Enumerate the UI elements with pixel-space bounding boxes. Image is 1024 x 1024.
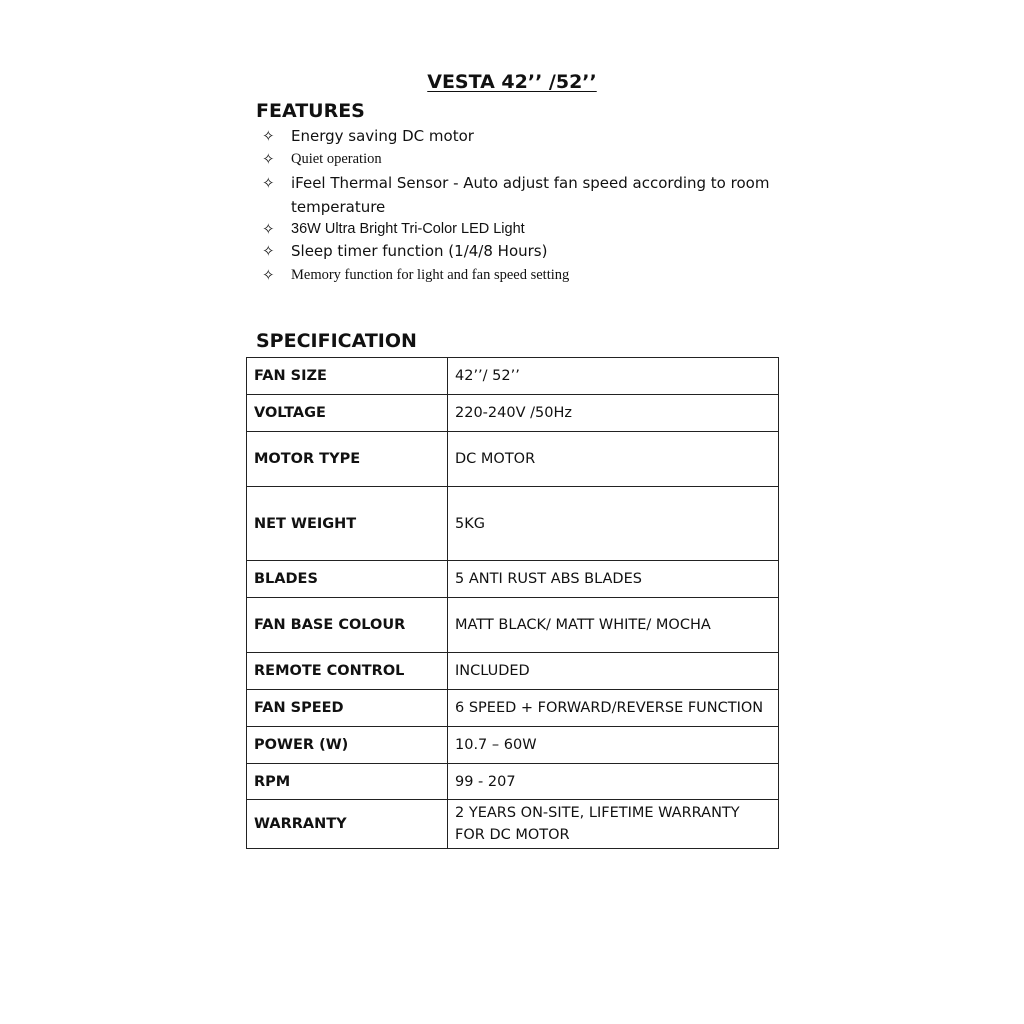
four-point-star-icon: ✧ <box>262 150 275 168</box>
spec-value: DC MOTOR <box>448 432 779 487</box>
specification-table <box>246 357 779 849</box>
spec-value: 220-240V /50Hz <box>448 395 779 432</box>
specification-heading: SPECIFICATION <box>256 330 417 352</box>
spec-value: 6 SPEED + FORWARD/REVERSE FUNCTION <box>448 690 779 727</box>
feature-item <box>262 148 782 171</box>
feature-item <box>262 219 782 240</box>
spec-row-rpm <box>247 764 779 800</box>
spec-row-net-weight <box>247 487 779 561</box>
feature-text: iFeel Thermal Sensor - Auto adjust fan speed according to room temperature <box>291 174 770 216</box>
spec-label: NET WEIGHT <box>247 487 448 561</box>
spec-label: BLADES <box>247 561 448 598</box>
spec-label: REMOTE CONTROL <box>247 653 448 690</box>
spec-row-fan-size <box>247 358 779 395</box>
features-heading: FEATURES <box>256 100 365 122</box>
spec-value: 5 ANTI RUST ABS BLADES <box>448 561 779 598</box>
spec-label: FAN SIZE <box>247 358 448 395</box>
four-point-star-icon: ✧ <box>262 266 275 284</box>
spec-row-blades <box>247 561 779 598</box>
spec-row-fan-base-colour <box>247 598 779 653</box>
feature-item <box>262 240 782 262</box>
spec-label: FAN BASE COLOUR <box>247 598 448 653</box>
four-point-star-icon: ✧ <box>262 174 275 192</box>
four-point-star-icon: ✧ <box>262 127 275 145</box>
feature-text: 36W Ultra Bright Tri-Color LED Light <box>291 221 525 237</box>
spec-value: MATT BLACK/ MATT WHITE/ MOCHA <box>448 598 779 653</box>
spec-value: 42’’/ 52’’ <box>448 358 779 395</box>
spec-row-motor-type <box>247 432 779 487</box>
feature-item <box>262 124 782 148</box>
spec-row-voltage <box>247 395 779 432</box>
spec-value: 5KG <box>448 487 779 561</box>
four-point-star-icon: ✧ <box>262 220 275 238</box>
spec-label: MOTOR TYPE <box>247 432 448 487</box>
feature-text: Quiet operation <box>291 151 382 167</box>
feature-text: Energy saving DC motor <box>291 127 474 145</box>
spec-label: VOLTAGE <box>247 395 448 432</box>
spec-label: FAN SPEED <box>247 690 448 727</box>
feature-item <box>262 262 782 288</box>
page-title: VESTA 42’’ /52’’ <box>427 71 597 93</box>
spec-label: WARRANTY <box>247 800 448 849</box>
spec-value: 99 - 207 <box>448 764 779 800</box>
spec-value: 2 YEARS ON-SITE, LIFETIME WARRANTY FOR DC MOTOR <box>448 800 779 849</box>
feature-text: Sleep timer function (1/4/8 Hours) <box>291 242 548 260</box>
features-list <box>262 124 782 288</box>
spec-value: INCLUDED <box>448 653 779 690</box>
spec-label: RPM <box>247 764 448 800</box>
four-point-star-icon: ✧ <box>262 242 275 260</box>
spec-row-remote-control <box>247 653 779 690</box>
spec-label: POWER (W) <box>247 727 448 764</box>
spec-value: 10.7 – 60W <box>448 727 779 764</box>
spec-row-warranty <box>247 800 779 849</box>
feature-item <box>262 171 782 219</box>
feature-text: Memory function for light and fan speed setting <box>291 267 570 283</box>
spec-row-fan-speed <box>247 690 779 727</box>
spec-row-power <box>247 727 779 764</box>
